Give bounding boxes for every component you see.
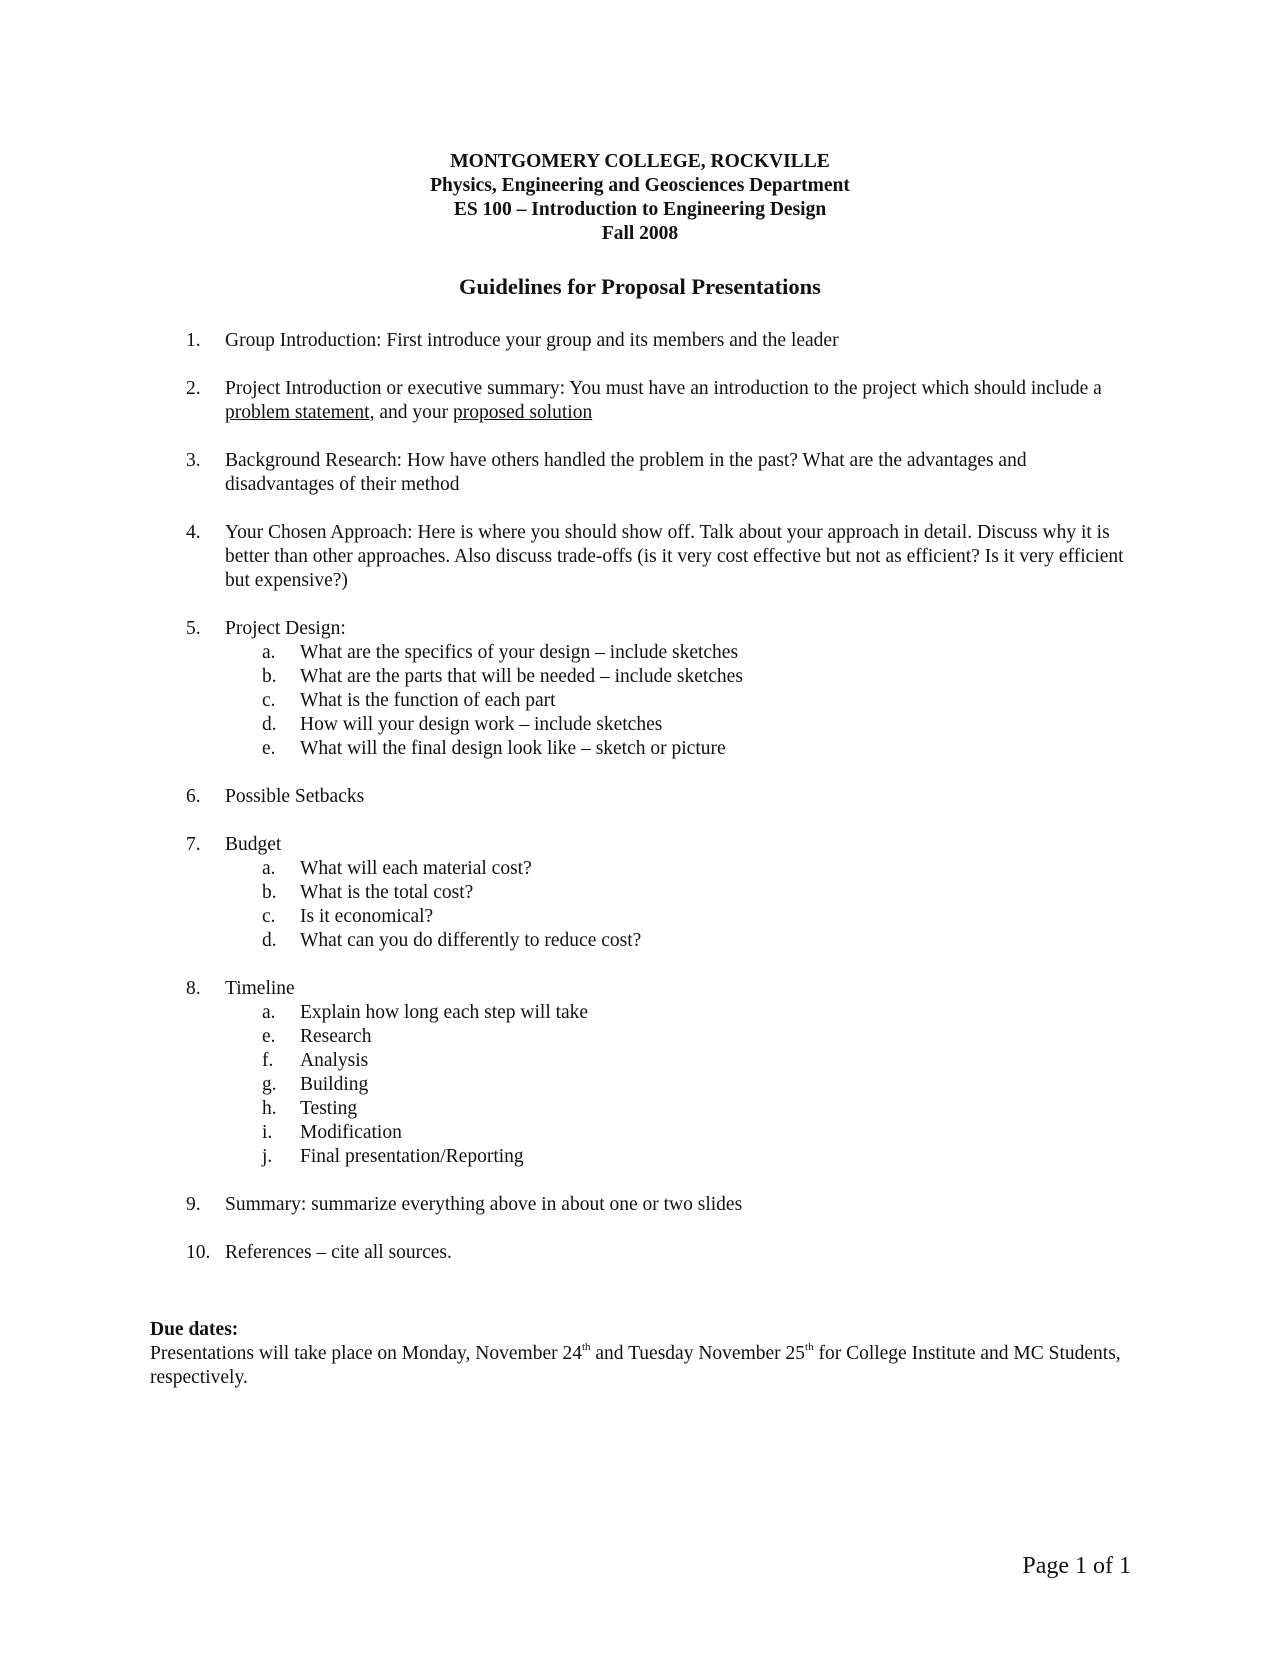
sublist-letter: a. [262,858,276,879]
sublist-item [225,713,1126,737]
item-text: Summary: summarize everything above in about one or two slides [225,1194,743,1215]
sublist-item [225,641,1126,665]
list-item [186,329,1126,353]
item-number: 5. [186,618,201,639]
sublist-letter: b. [262,882,277,903]
item-text: , and your [369,402,453,423]
list-item [186,521,1126,593]
sublist-text: What are the parts that will be needed – include sketches [300,666,743,687]
course-name: ES 100 – Introduction to Engineering Design [453,199,827,220]
sublist-letter: a. [262,642,276,663]
sublist-item [225,1049,1126,1073]
due-dates-section [150,1318,1130,1390]
sublist-letter: d. [262,714,277,735]
sublist-letter: g. [262,1074,277,1095]
ordinal-suffix: th [805,1340,814,1353]
sublist-item [225,1073,1126,1097]
item-text: Budget [225,834,282,855]
sublist-text: Testing [300,1098,358,1119]
sublist-text: How will your design work – include sketches [300,714,663,735]
sublist-text: What are the specifics of your design – include sketches [300,642,739,663]
sublist-letter: c. [262,690,276,711]
due-dates-text [150,1342,1130,1390]
item-number: 9. [186,1194,201,1215]
due-text-part: and Tuesday November 25 [590,1343,806,1364]
item-text: References – cite all sources. [225,1242,452,1263]
sublist-letter: i. [262,1122,273,1143]
term: Fall 2008 [601,223,679,244]
department-name: Physics, Engineering and Geosciences Department [430,175,850,196]
sublist-letter: j. [262,1146,273,1167]
sublist-item [225,689,1126,713]
sublist-text: What will each material cost? [300,858,532,879]
item-text: Background Research: How have others handled the problem in the past? What are the advantages and disadvantages of their method [225,450,1027,495]
sublist-item [225,905,1126,929]
list-item [186,785,1126,809]
due-text-part: for College Institute and MC Students, respectively. [150,1343,1121,1388]
item-text: Group Introduction: First introduce your group and its members and the leader [225,330,839,351]
sublist-item [225,1001,1126,1025]
item-number: 4. [186,522,201,543]
sublist [225,1001,1126,1169]
sublist-text: What can you do differently to reduce cost? [300,930,642,951]
sublist-letter: b. [262,666,277,687]
sublist-text: Is it economical? [300,906,434,927]
item-text: Timeline [225,978,295,999]
sublist-item [225,1145,1126,1169]
sublist-item [225,1121,1126,1145]
proposed-solution-text: proposed solution [453,402,593,423]
sublist [225,857,1126,953]
sublist-letter: a. [262,1002,276,1023]
sublist-letter: e. [262,738,276,759]
item-number: 8. [186,978,201,999]
sublist-item [225,881,1126,905]
list-item [186,377,1126,425]
sublist-item [225,929,1126,953]
due-text-part: Presentations will take place on Monday, November 24 [150,1343,582,1364]
sublist-item [225,857,1126,881]
sublist-text: Building [300,1074,369,1095]
item-number: 3. [186,450,201,471]
item-number: 7. [186,834,201,855]
item-text: Project Design: [225,618,346,639]
sublist-text: Analysis [300,1050,369,1071]
list-item [186,833,1126,953]
sublist-text: What is the total cost? [300,882,474,903]
sublist [225,641,1126,761]
due-dates-heading: Due dates: [150,1319,239,1340]
sublist-item [225,1097,1126,1121]
item-number: 6. [186,786,201,807]
list-item [186,977,1126,1169]
list-item [186,617,1126,761]
item-text: Project Introduction or executive summary: You must have an introduction to the project which should include a [225,378,1102,399]
sublist-item [225,1025,1126,1049]
item-number: 10. [186,1242,211,1263]
sublist-text: Research [300,1026,372,1047]
document-header [0,150,1280,246]
item-number: 2. [186,378,201,399]
guidelines-list [186,329,1126,1289]
sublist-item [225,665,1126,689]
ordinal-suffix: th [581,1340,591,1353]
item-text: Possible Setbacks [225,786,365,807]
problem-statement-text: problem statement [225,402,370,423]
sublist-letter: e. [262,1026,276,1047]
sublist-letter: f. [262,1050,274,1071]
sublist-text: Explain how long each step will take [300,1002,589,1023]
document-title: Guidelines for Proposal Presentations [459,274,821,299]
sublist-text: What will the final design look like – sketch or picture [300,738,726,759]
list-item [186,449,1126,497]
sublist-text: What is the function of each part [300,690,556,711]
page-number: Page 1 of 1 [1022,1553,1131,1579]
item-number: 1. [186,330,201,351]
list-item [186,1193,1126,1217]
list-item [186,1241,1126,1265]
sublist-letter: h. [262,1098,277,1119]
sublist-text: Final presentation/Reporting [300,1146,524,1167]
item-text: Your Chosen Approach: Here is where you should show off. Talk about your approach in detail. Discuss why it is better than other approaches. Also discuss trade-offs (is it very cost effective but not as efficient? Is it very efficient but expensive?) [225,522,1124,591]
sublist-letter: d. [262,930,277,951]
sublist-text: Modification [300,1122,402,1143]
sublist-item [225,737,1126,761]
sublist-letter: c. [262,906,276,927]
college-name: MONTGOMERY COLLEGE, ROCKVILLE [450,151,830,172]
